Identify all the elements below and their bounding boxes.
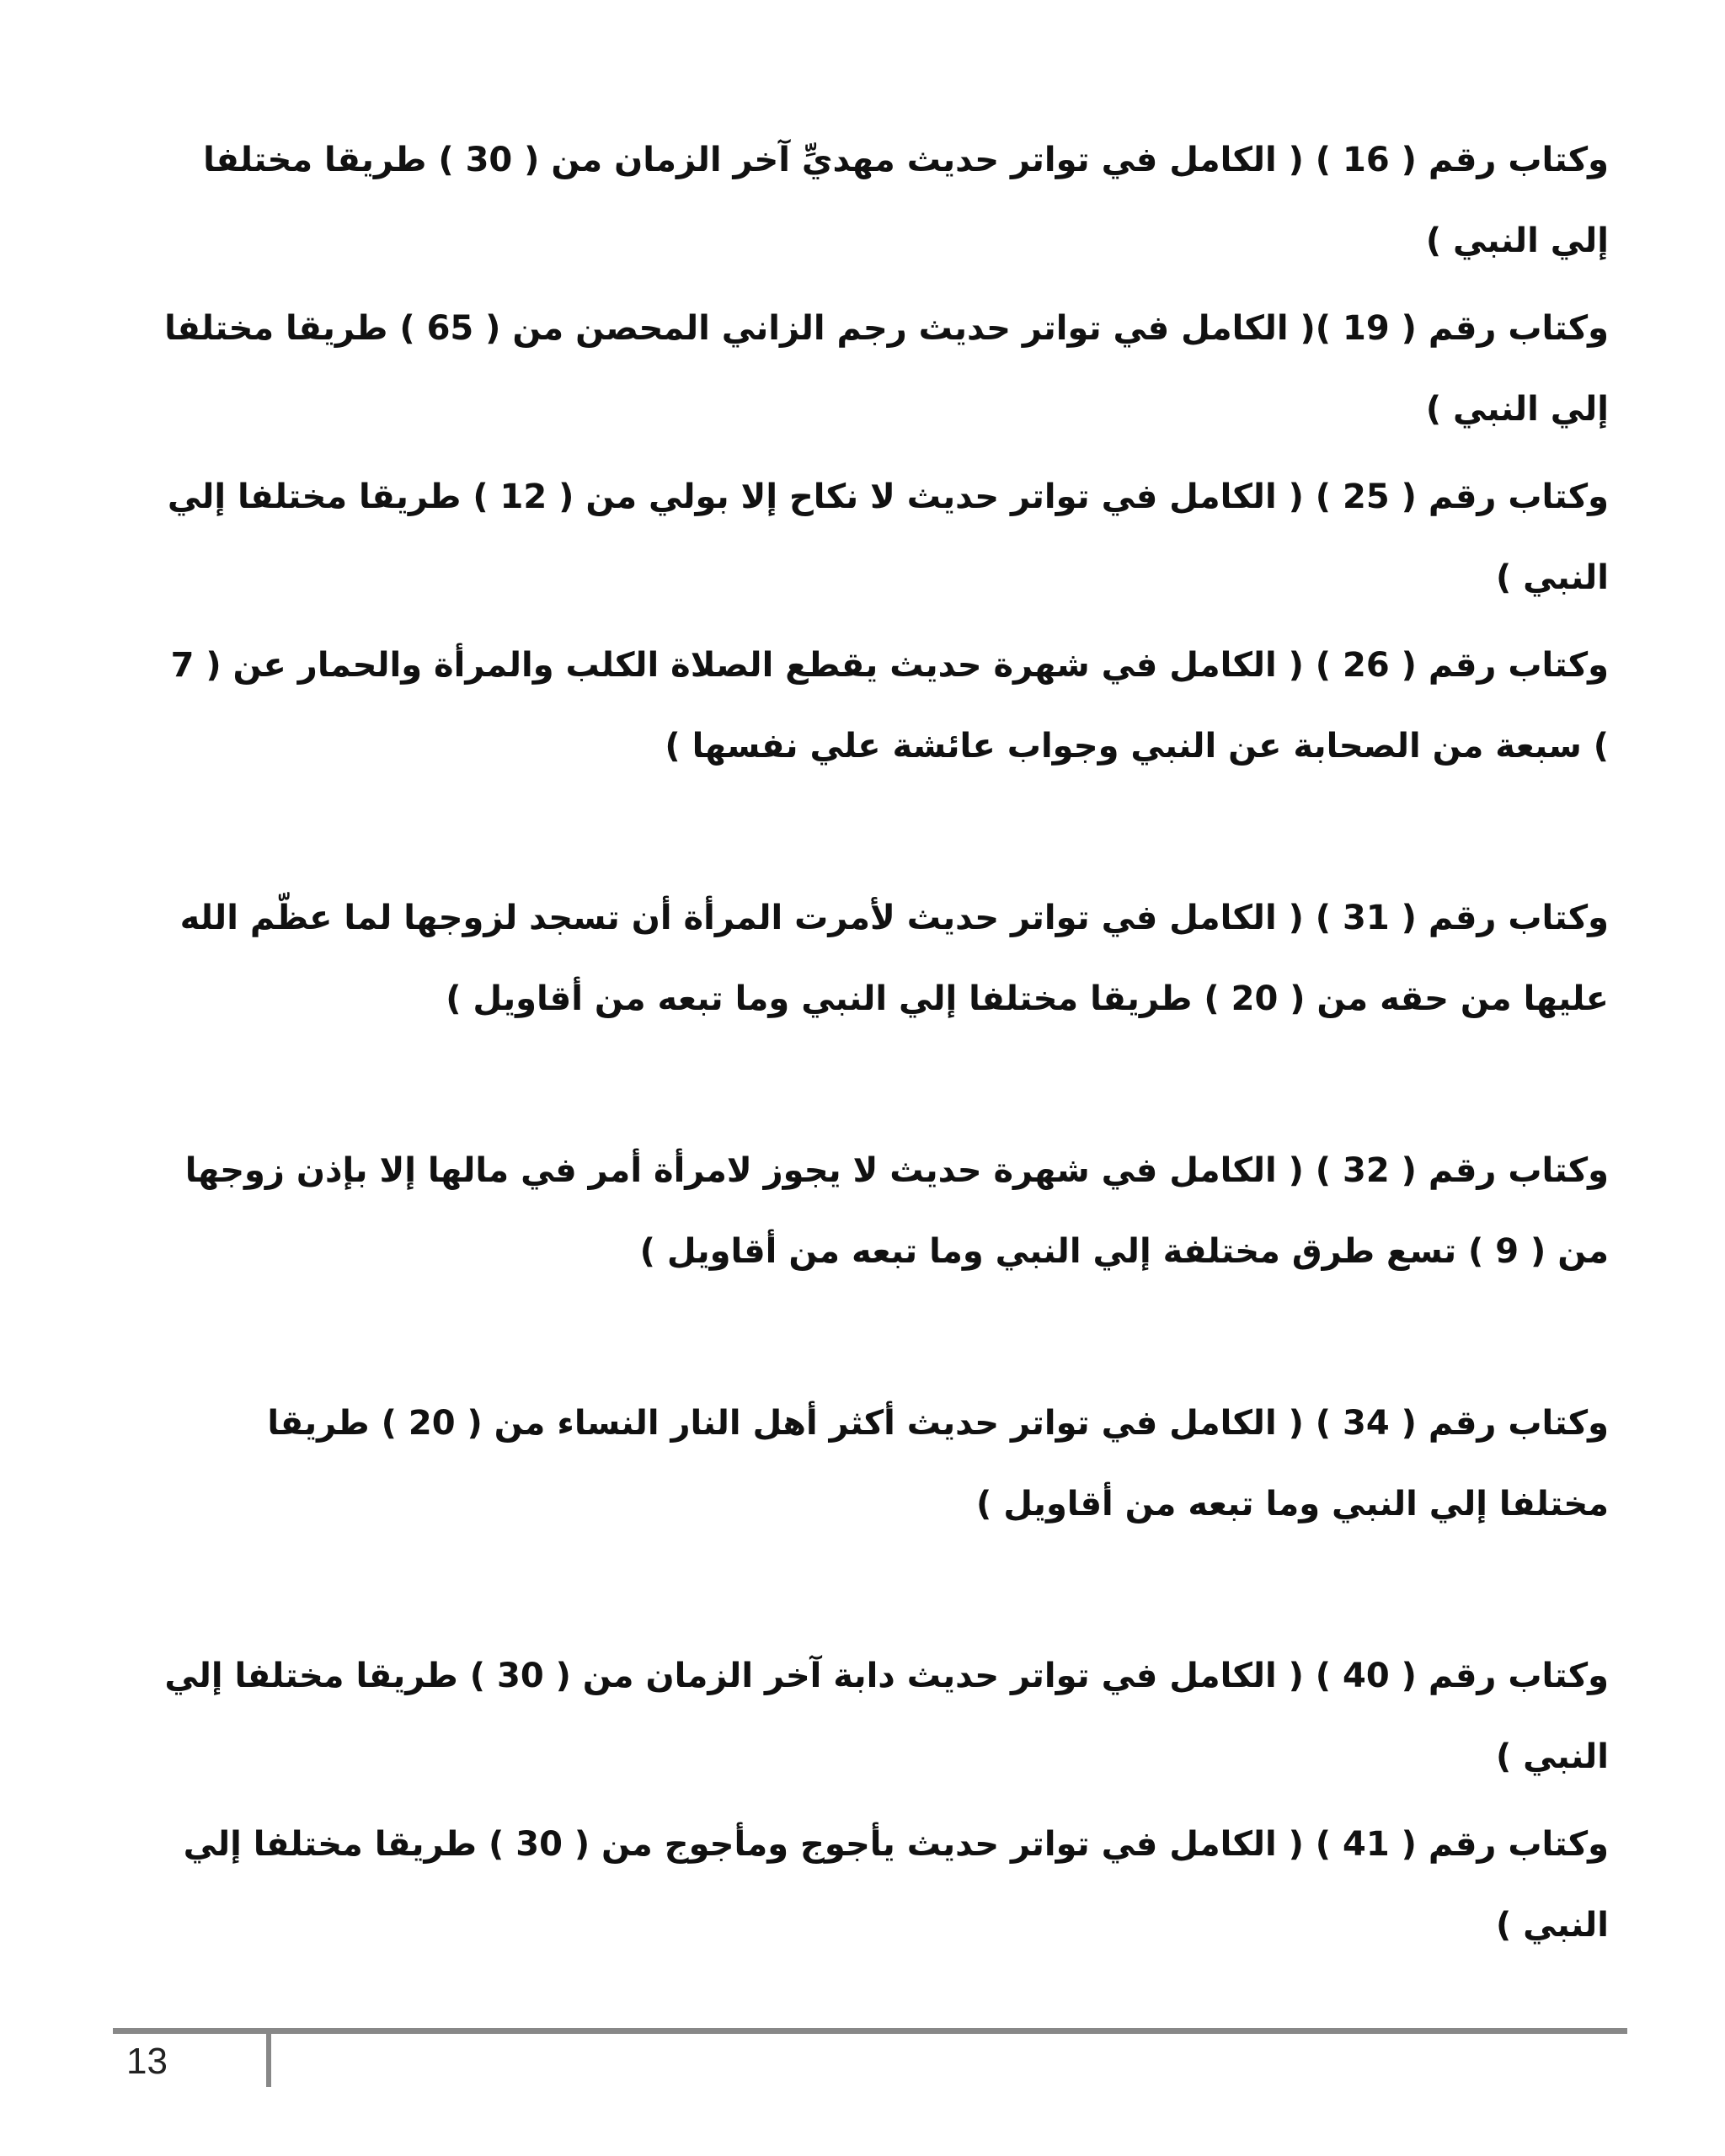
footer-divider-tick xyxy=(266,2028,271,2087)
book-entry-41: وكتاب رقم ( 41 ) ( الكامل في تواتر حديث يأجوج ومأجوج من ( 30 ) طريقا مختلفا إلي النبي ) xyxy=(183,1825,1609,1945)
page-number: 13 xyxy=(126,2041,168,2082)
book-entry-40: وكتاب رقم ( 40 ) ( الكامل في تواتر حديث دابة آخر الزمان من ( 30 ) طريقا مختلفا إلي النبي ) xyxy=(164,1657,1609,1776)
book-entry-31: وكتاب رقم ( 31 ) ( الكامل في تواتر حديث لأمرت المرأة أن تسجد لزوجها لما عظّم الله عليها من حقه من ( 20 ) طريقا مختلفا إلي النبي وما تبعه من أقاويل ) xyxy=(179,899,1609,1018)
book-entry-34: وكتاب رقم ( 34 ) ( الكامل في تواتر حديث أكثر أهل النار النساء من ( 20 ) طريقا مختلفا إلي النبي وما تبعه من أقاويل ) xyxy=(267,1404,1609,1524)
book-entry-19: وكتاب رقم ( 19 )( الكامل في تواتر حديث رجم الزاني المحصن من ( 65 ) طريقا مختلفا إلي النبي ) xyxy=(164,309,1609,429)
book-entry-16: وكتاب رقم ( 16 ) ( الكامل في تواتر حديث مهديِّ آخر الزمان من ( 30 ) طريقا مختلفا إلي النبي ) xyxy=(203,141,1609,260)
book-entry-32: وكتاب رقم ( 32 ) ( الكامل في شهرة حديث لا يجوز لامرأة أمر في مالها إلا بإذن زوجها من ( 9 ) تسع طرق مختلفة إلي النبي وما تبعه من أقاويل ) xyxy=(184,1151,1609,1271)
book-entry-26: وكتاب رقم ( 26 ) ( الكامل في شهرة حديث يقطع الصلاة الكلب والمرأة والحمار عن ( 7 ) سبعة من الصحابة عن النبي وجواب عائشة علي نفسها ) xyxy=(170,646,1609,766)
book-entry-25: وكتاب رقم ( 25 ) ( الكامل في تواتر حديث لا نكاح إلا بولي من ( 12 ) طريقا مختلفا إلي النبي ) xyxy=(167,478,1609,597)
footer-rule xyxy=(113,2028,1627,2034)
